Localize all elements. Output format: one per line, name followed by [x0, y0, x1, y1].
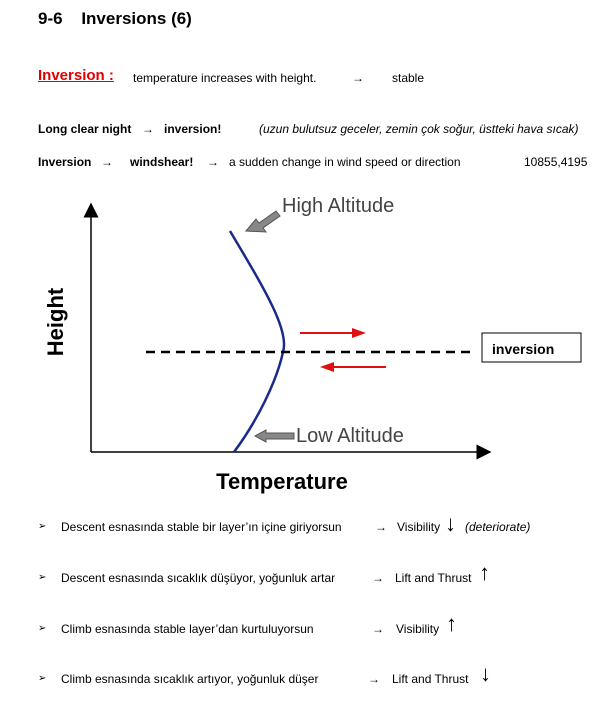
line2-left: Inversion	[38, 155, 92, 169]
bullet-marker: ➢	[38, 623, 47, 634]
bullet-result: Visibility	[396, 622, 440, 636]
arrow-up-icon: ↑	[446, 611, 457, 636]
bullet-arrow: →	[372, 622, 384, 636]
bullet-result: Lift and Thrust	[395, 571, 472, 585]
line2-right: a sudden change in wind speed or direction	[229, 155, 461, 169]
x-axis-label: Temperature	[216, 469, 348, 494]
line2-ref: 10855,4195	[524, 155, 588, 169]
line2-arrow2: →	[207, 155, 219, 169]
bullet-note: (deteriorate)	[465, 520, 531, 534]
bullet-arrow: →	[368, 672, 380, 686]
bullet-text: Climb esnasında sıcaklık artıyor, yoğunluk düşer	[61, 672, 319, 686]
bullet-result: Visibility	[397, 520, 441, 534]
line2-arrow1: →	[101, 155, 113, 169]
bullet-text: Climb esnasında stable layer’dan kurtuluyorsun	[61, 622, 314, 636]
line1-left: Long clear night	[38, 122, 132, 136]
wind-arrow-left	[320, 362, 386, 372]
bullet-marker: ➢	[38, 521, 47, 532]
inversion-label: inversion	[492, 341, 555, 357]
line2-middle: windshear!	[130, 155, 194, 169]
low-altitude-pointer	[255, 430, 294, 442]
line1-note: (uzun bulutsuz geceler, zemin çok soğur, üstteki hava sıcak)	[259, 122, 579, 136]
bullet-arrow: →	[372, 571, 384, 585]
bullet-text: Descent esnasında stable bir layer’ın içine giriyorsun	[61, 520, 342, 534]
definition-term: Inversion :	[38, 67, 114, 84]
arrow-down-icon: ↓	[445, 511, 456, 536]
bullet-result: Lift and Thrust	[392, 672, 469, 686]
low-altitude-label: Low Altitude	[296, 425, 404, 447]
high-altitude-label: High Altitude	[282, 195, 395, 217]
section-number: 9-6	[38, 9, 63, 28]
line1-arrow: →	[142, 122, 154, 136]
section-title: Inversions (6)	[81, 9, 192, 28]
bullet-marker: ➢	[38, 572, 47, 583]
y-axis-label: Height	[43, 287, 68, 357]
bullet-arrow: →	[375, 520, 387, 534]
definition-result: stable	[392, 71, 425, 85]
temperature-curve	[230, 231, 284, 452]
arrow-down-icon: ↓	[480, 661, 491, 686]
definition-arrow: →	[352, 71, 364, 85]
bullet-text: Descent esnasında sıcaklık düşüyor, yoğunluk artar	[61, 571, 336, 585]
arrow-up-icon: ↑	[479, 560, 490, 585]
high-altitude-pointer	[246, 211, 280, 232]
definition-text: temperature increases with height.	[133, 71, 317, 85]
wind-arrow-right	[300, 328, 366, 338]
bullet-marker: ➢	[38, 673, 47, 684]
line1-right: inversion!	[164, 122, 222, 136]
